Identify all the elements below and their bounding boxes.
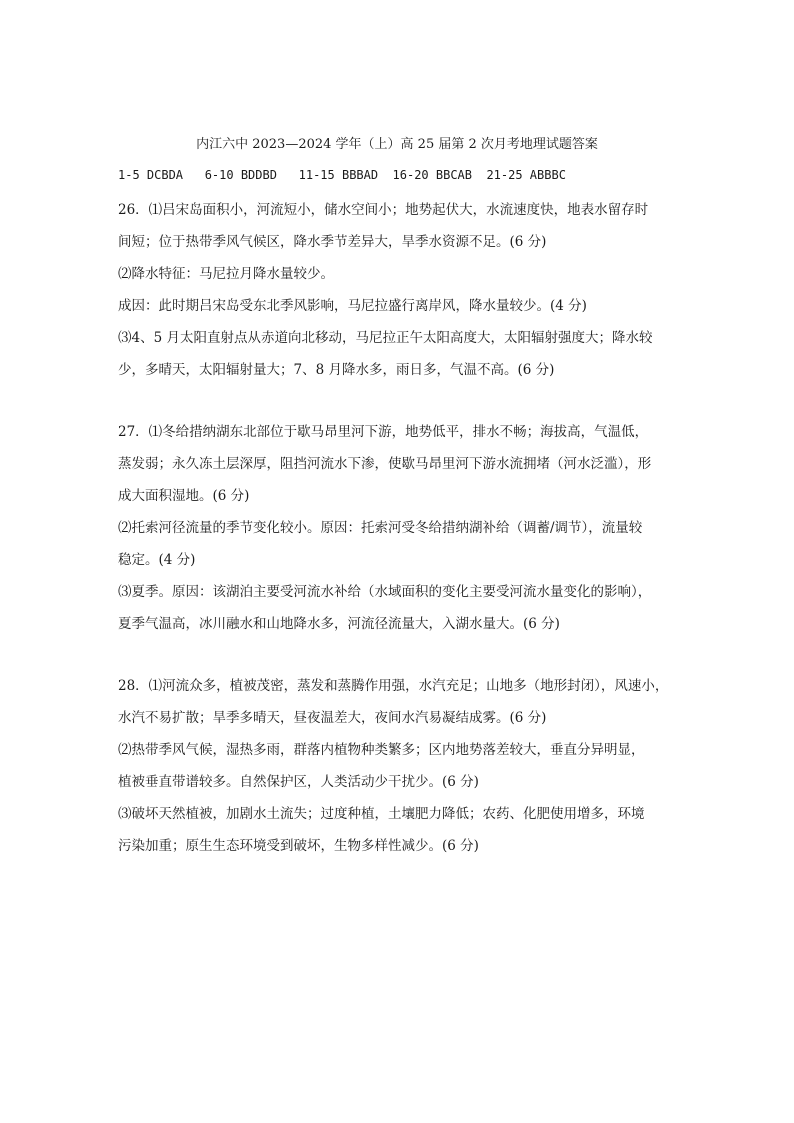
q28-part1-line1: 28．⑴河流众多，植被茂密，蒸发和蒸腾作用强，水汽充足；山地多（地形封闭），风速小， xyxy=(118,678,669,694)
q28-part3-line1: ⑶破坏天然植被，加剧水土流失；过度种植，土壤肥力降低；农药、化肥使用增多，环境 xyxy=(118,806,645,822)
q28-part2-line2: 植被垂直带谱较多。自然保护区，人类活动少干扰少。(6 分) xyxy=(118,774,479,790)
choice-answers: 1-5 DCBDA 6-10 BDDBD 11-15 BBBAD 16-20 BBCAB 21-25 ABBBC xyxy=(118,168,566,182)
q26-part3-line1: ⑶4、5 月太阳直射点从赤道向北移动，马尼拉正午太阳高度大，太阳辐射强度大；降水较 xyxy=(118,330,653,346)
q26-part3-line2: 少，多晴天，太阳辐射量大；7、8 月降水多，雨日多，气温不高。(6 分) xyxy=(118,362,555,378)
q27-part2-line2: 稳定。(4 分) xyxy=(118,552,196,568)
q28-part2-line1: ⑵热带季风气候，湿热多雨，群落内植物种类繁多；区内地势落差较大，垂直分异明显， xyxy=(118,742,645,758)
q28-part3-line2: 污染加重；原生生态环境受到破坏，生物多样性减少。(6 分) xyxy=(118,838,479,854)
q27-part3-line1: ⑶夏季。原因：该湖泊主要受河流水补给（水域面积的变化主要受河流水量变化的影响）， xyxy=(118,584,652,600)
q27-part1-line2: 蒸发弱；永久冻土层深厚，阻挡河流水下渗，使歇马昂里河下游水流拥堵（河水泛滥），形 xyxy=(118,456,652,472)
document-title: 内江六中 2023—2024 学年（上）高 25 届第 2 次月考地理试题答案 xyxy=(196,137,598,152)
q27-part1-line1: 27．⑴冬给措纳湖东北部位于歇马昂里河下游，地势低平，排水不畅；海拔高，气温低， xyxy=(118,424,649,440)
q27-part1-line3: 成大面积湿地。(6 分) xyxy=(118,488,250,504)
q26-part1-line1: 26．⑴吕宋岛面积小，河流短小，储水空间小；地势起伏大，水流速度快，地表水留存时 xyxy=(118,202,649,218)
q28-part1-line2: 水汽不易扩散；旱季多晴天，昼夜温差大，夜间水汽易凝结成雾。(6 分) xyxy=(118,710,547,726)
q27-part2-line1: ⑵托索河径流量的季节变化较小。原因：托索河受冬给措纳湖补给（调蓄/调节），流量较 xyxy=(118,520,643,536)
q26-part2-line2: 成因：此时期吕宋岛受东北季风影响，马尼拉盛行离岸风，降水量较少。(4 分) xyxy=(118,298,587,314)
q26-part1-line2: 间短；位于热带季风气候区，降水季节差异大，旱季水资源不足。(6 分) xyxy=(118,234,547,250)
q27-part3-line2: 夏季气温高，冰川融水和山地降水多，河流径流量大，入湖水量大。(6 分) xyxy=(118,616,560,632)
q26-part2-line1: ⑵降水特征：马尼拉月降水量较少。 xyxy=(118,266,334,282)
